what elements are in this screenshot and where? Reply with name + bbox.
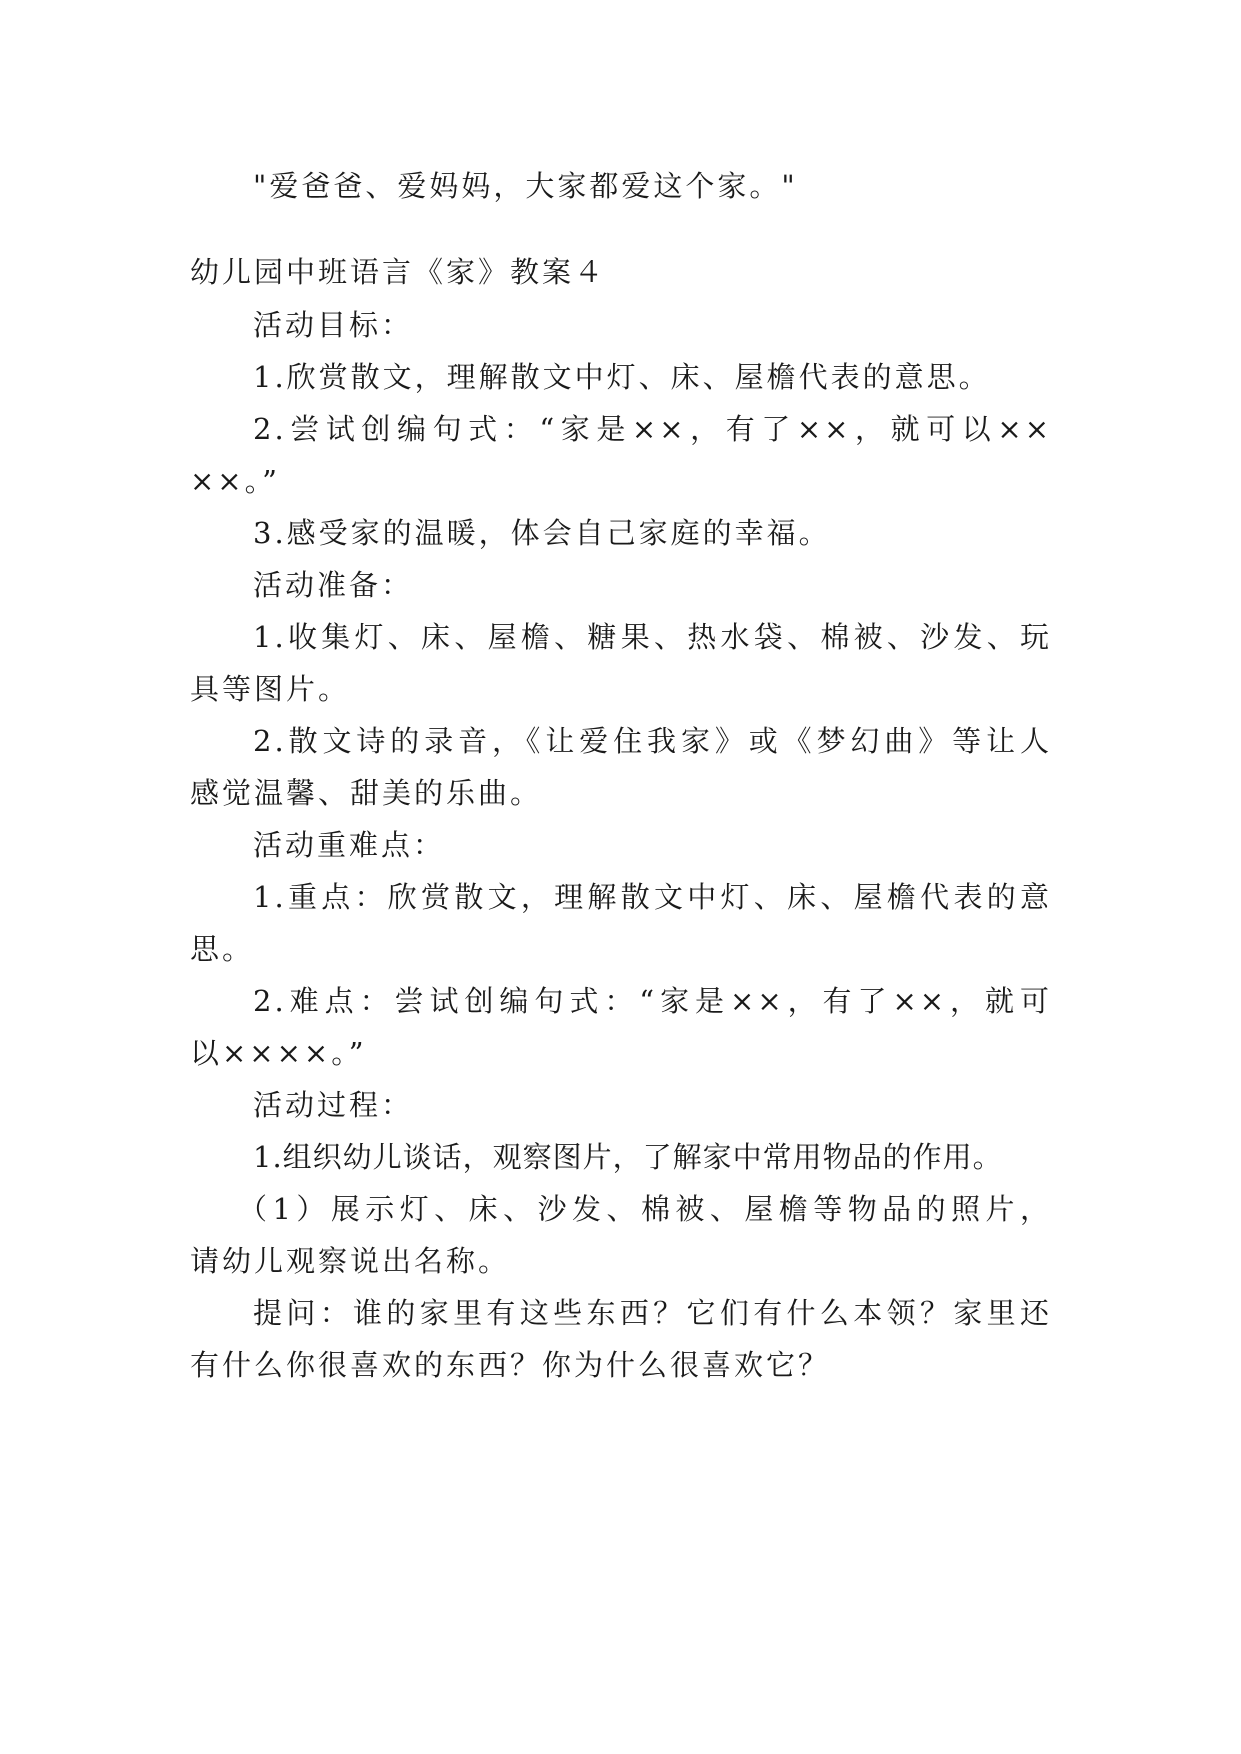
paragraph-line: 2.难点：尝试创编句式：“家是××，有了××，就可 <box>253 984 1052 1018</box>
paragraph-line: 具等图片。 <box>190 672 351 706</box>
paragraph-line: 1.重点：欣赏散文，理解散文中灯、床、屋檐代表的意 <box>253 880 1052 914</box>
paragraph-line: 2.尝试创编句式：“家是××，有了××，就可以×× <box>253 412 1052 446</box>
paragraph-line: （1）展示灯、床、沙发、棉被、屋檐等物品的照片， <box>238 1192 1052 1226</box>
paragraph-line: 以××××。” <box>190 1036 367 1070</box>
paragraph-line: ××。” <box>190 464 280 498</box>
paragraph-line: 思。 <box>190 932 255 966</box>
paragraph-line: 有什么你很喜欢的东西？你为什么很喜欢它？ <box>190 1348 831 1382</box>
paragraph-line: 提问：谁的家里有这些东西？它们有什么本领？家里还 <box>253 1296 1052 1330</box>
paragraph-line: 1.欣赏散文，理解散文中灯、床、屋檐代表的意思。 <box>253 360 991 394</box>
quote-line: "爱爸爸、爱妈妈，大家都爱这个家。" <box>253 169 798 203</box>
paragraph-line: 3.感受家的温暖，体会自己家庭的幸福。 <box>253 516 831 550</box>
section-title: 幼儿园中班语言《家》教案４ <box>190 255 607 289</box>
heading-process: 活动过程： <box>253 1088 414 1122</box>
paragraph-line: 1.收集灯、床、屋檐、糖果、热水袋、棉被、沙发、玩 <box>253 620 1052 654</box>
heading-key-points: 活动重难点： <box>253 828 446 862</box>
heading-preparation: 活动准备： <box>253 568 414 602</box>
heading-objectives: 活动目标： <box>253 308 414 342</box>
paragraph-line: 1.组织幼儿谈话，观察图片，了解家中常用物品的作用。 <box>253 1140 1003 1174</box>
paragraph-line: 请幼儿观察说出名称。 <box>190 1244 511 1278</box>
paragraph-line: 2.散文诗的录音，《让爱住我家》或《梦幻曲》等让人 <box>253 724 1052 758</box>
paragraph-line: 感觉温馨、甜美的乐曲。 <box>190 776 543 810</box>
